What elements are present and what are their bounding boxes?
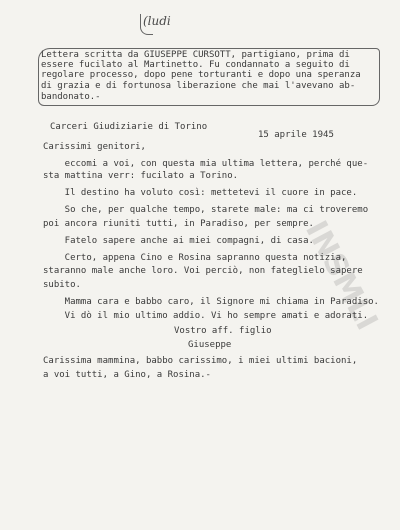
letter-signature: Giuseppe [188, 340, 232, 350]
body-line: Fatelo sapere anche ai miei compagni, di casa. [43, 236, 314, 246]
handwritten-note: (ludi [143, 14, 171, 28]
intro-line: bandonato.- [41, 92, 101, 102]
body-line: Certo, appena Cino e Rosina sapranno questa notizia, [43, 253, 347, 263]
body-line: sta mattina verr: fucilato a Torino. [43, 171, 239, 181]
intro-line: di grazia e di fortunosa liberazione che mai l'avevano ab- [41, 81, 356, 91]
intro-line: Lettera scritta da GIUSEPPE CURSOTT, partigiano, prima di [41, 50, 350, 60]
letter-closing: Vostro aff. figlio [174, 326, 272, 336]
letter-date: 15 aprile 1945 [258, 130, 334, 140]
watermark-text: INSMLI [298, 215, 385, 337]
body-line: Il destino ha voluto così: mettetevi il cuore in pace. [43, 188, 358, 198]
body-line: Vi dò il mio ultimo addio. Vi ho sempre amati e adorati. [43, 311, 369, 321]
postscript-line: a voi tutti, a Gino, a Rosina.- [43, 370, 211, 380]
letter-salutation: Carissimi genitori, [43, 142, 146, 152]
body-line: poi ancora riuniti tutti, in Paradiso, per sempre. [43, 219, 314, 229]
body-line: staranno male anche loro. Voi perciò, non fateglielo sapere [43, 266, 363, 276]
postscript-line: Carissima mammina, babbo carissimo, i miei ultimi bacioni, [43, 356, 358, 366]
intro-line: essere fucilato al Martinetto. Fu condannato a seguito di [41, 60, 350, 70]
body-line: So che, per qualche tempo, starete male: ma ci troveremo [43, 205, 369, 215]
letter-place: Carceri Giudiziarie di Torino [50, 122, 208, 132]
intro-line: regolare processo, dopo pene torturanti e dopo una speranza [41, 70, 361, 80]
body-line: eccomi a voi, con questa mia ultima lettera, perché que- [43, 159, 369, 169]
body-line: Mamma cara e babbo caro, il Signore mi chiama in Paradiso. [43, 297, 379, 307]
body-line: subito. [43, 280, 81, 290]
